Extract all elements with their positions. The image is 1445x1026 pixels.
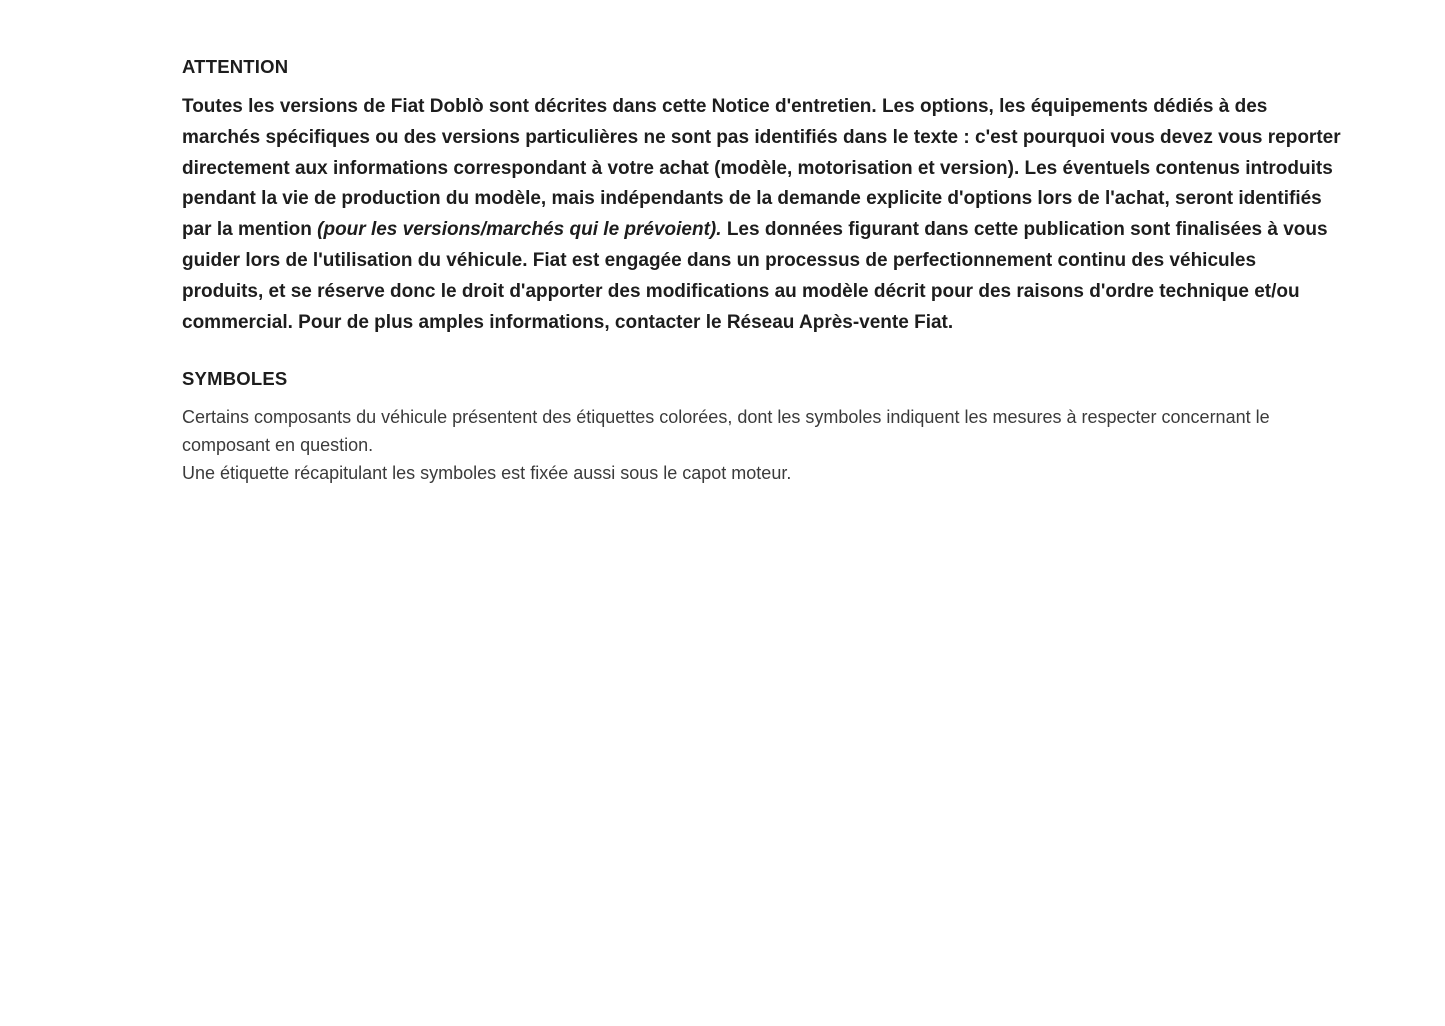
attention-paragraph xyxy=(182,92,1341,338)
symbols-heading: SYMBOLES xyxy=(182,368,288,390)
attention-heading: ATTENTION xyxy=(182,56,289,77)
symbols-body xyxy=(182,403,1312,487)
attention-text-part2: Les données figurant dans cette publication sont finalisées à vous guider lors de l'utilisation du véhicule. Fiat est engagée dans un processus de perfectionnement continu des véhicules produits, et se réserve donc le droit d'apporter des modifications au modèle décrit pour des raisons d'ordre technique et/ou commercial. Pour de plus amples informations, contacter le Réseau Après-vente Fiat. xyxy=(182,219,1328,333)
symbols-line-2: Une étiquette récapitulant les symboles est fixée aussi sous le capot moteur. xyxy=(182,462,792,483)
symbols-section xyxy=(182,368,1341,486)
attention-text-part1: Toutes les versions de Fiat Doblò sont décrites dans cette Notice d'entretien. Les options, les équipements dédiés à des marchés spécifiques ou des versions particulières ne sont pas identifiés dans le texte : c'est pourquoi vous devez vous reporter directement aux informations correspondant à votre achat (modèle, motorisation et version). Les éventuels contenus introduits pendant la vie de production du modèle, mais indépendants de la demande explicite d'options lors de l'achat, seront identifiés par la mention xyxy=(182,96,1341,241)
symbols-line-1: Certains composants du véhicule présentent des étiquettes colorées, dont les symboles indiquent les mesures à respecter concernant le composant en question. xyxy=(182,406,1270,455)
attention-section xyxy=(182,56,1341,338)
attention-text-italic: (pour les versions/marchés qui le prévoient). xyxy=(317,219,722,241)
